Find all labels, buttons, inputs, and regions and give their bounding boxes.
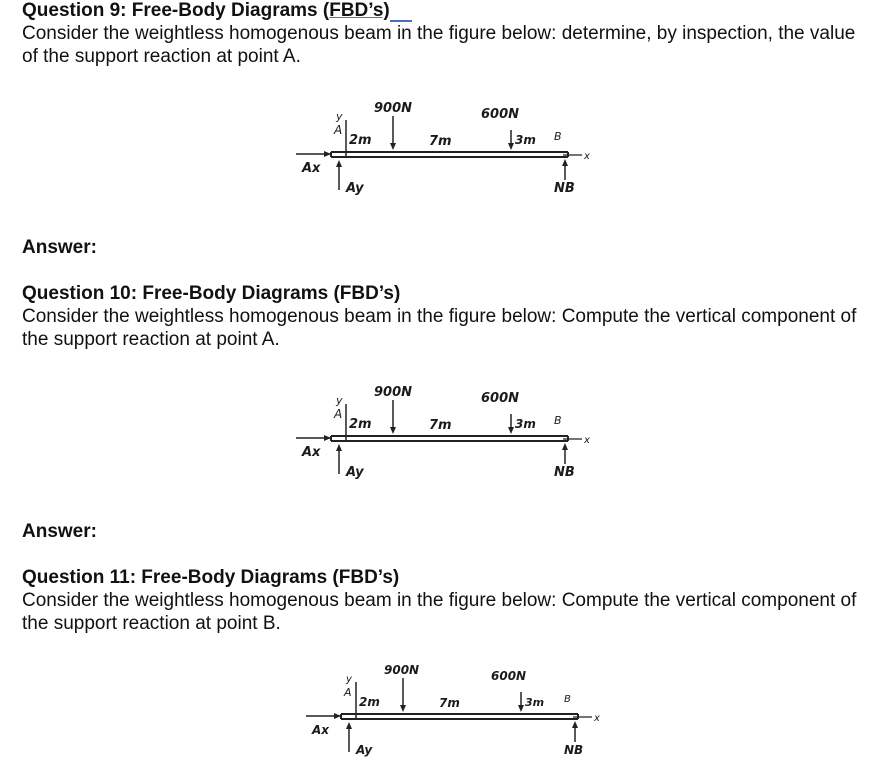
label-x: x	[594, 713, 600, 724]
label-x: x	[584, 435, 590, 446]
label-ax: Ax	[302, 161, 321, 176]
label-a: A	[334, 123, 343, 137]
load-600n-label: 600N	[491, 669, 527, 683]
dist-3m-label: 3m	[515, 133, 536, 147]
beam-figure-q10	[296, 384, 596, 494]
label-y: y	[336, 110, 343, 123]
label-nb: NB	[554, 465, 575, 480]
question-11-text: Consider the weightless homogenous beam in the figure below: Compute the vertical component of the support reaction at point B.	[22, 590, 857, 634]
label-b: B	[564, 694, 571, 705]
question-11-title: Question 11: Free-Body Diagrams (FBD’s)	[22, 567, 400, 588]
question-9-answer-label: Answer:	[22, 237, 97, 258]
label-b: B	[554, 414, 562, 427]
question-10-title: Question 10: Free-Body Diagrams (FBD’s)	[22, 283, 401, 304]
label-ay: Ay	[356, 743, 373, 757]
load-900n-label: 900N	[374, 101, 413, 116]
question-10-text: Consider the weightless homogenous beam in the figure below: Compute the vertical component of the support reaction at point A.	[22, 306, 857, 350]
dist-2m-label: 2m	[349, 133, 372, 148]
dist-7m-label: 7m	[439, 696, 460, 710]
label-a: A	[334, 407, 343, 421]
dist-2m-label: 2m	[349, 417, 372, 432]
beam-figure-q11	[306, 662, 606, 772]
dist-2m-label: 2m	[359, 695, 380, 709]
label-b: B	[554, 130, 562, 143]
load-600n-label: 600N	[481, 391, 520, 406]
load-600n-label: 600N	[481, 107, 520, 122]
label-a: A	[344, 686, 352, 699]
dist-3m-label: 3m	[525, 696, 545, 709]
question-9-title: Question 9: Free-Body Diagrams (FBD’s)	[22, 0, 412, 22]
label-ay: Ay	[346, 181, 364, 196]
label-ay: Ay	[346, 465, 364, 480]
label-ax: Ax	[302, 445, 321, 460]
beam-figure-q9	[296, 100, 596, 210]
load-900n-label: 900N	[384, 663, 420, 677]
label-y: y	[346, 674, 352, 685]
question-9-text: Consider the weightless homogenous beam in the figure below: determine, by inspection, the value of the support reaction at point A.	[22, 23, 856, 67]
question-10-answer-label: Answer:	[22, 521, 97, 542]
label-nb: NB	[564, 743, 584, 757]
label-y: y	[336, 394, 343, 407]
load-900n-label: 900N	[374, 385, 413, 400]
label-ax: Ax	[312, 723, 330, 737]
dist-3m-label: 3m	[515, 417, 536, 431]
label-x: x	[584, 151, 590, 162]
dist-7m-label: 7m	[429, 134, 452, 149]
label-nb: NB	[554, 181, 575, 196]
dist-7m-label: 7m	[429, 418, 452, 433]
